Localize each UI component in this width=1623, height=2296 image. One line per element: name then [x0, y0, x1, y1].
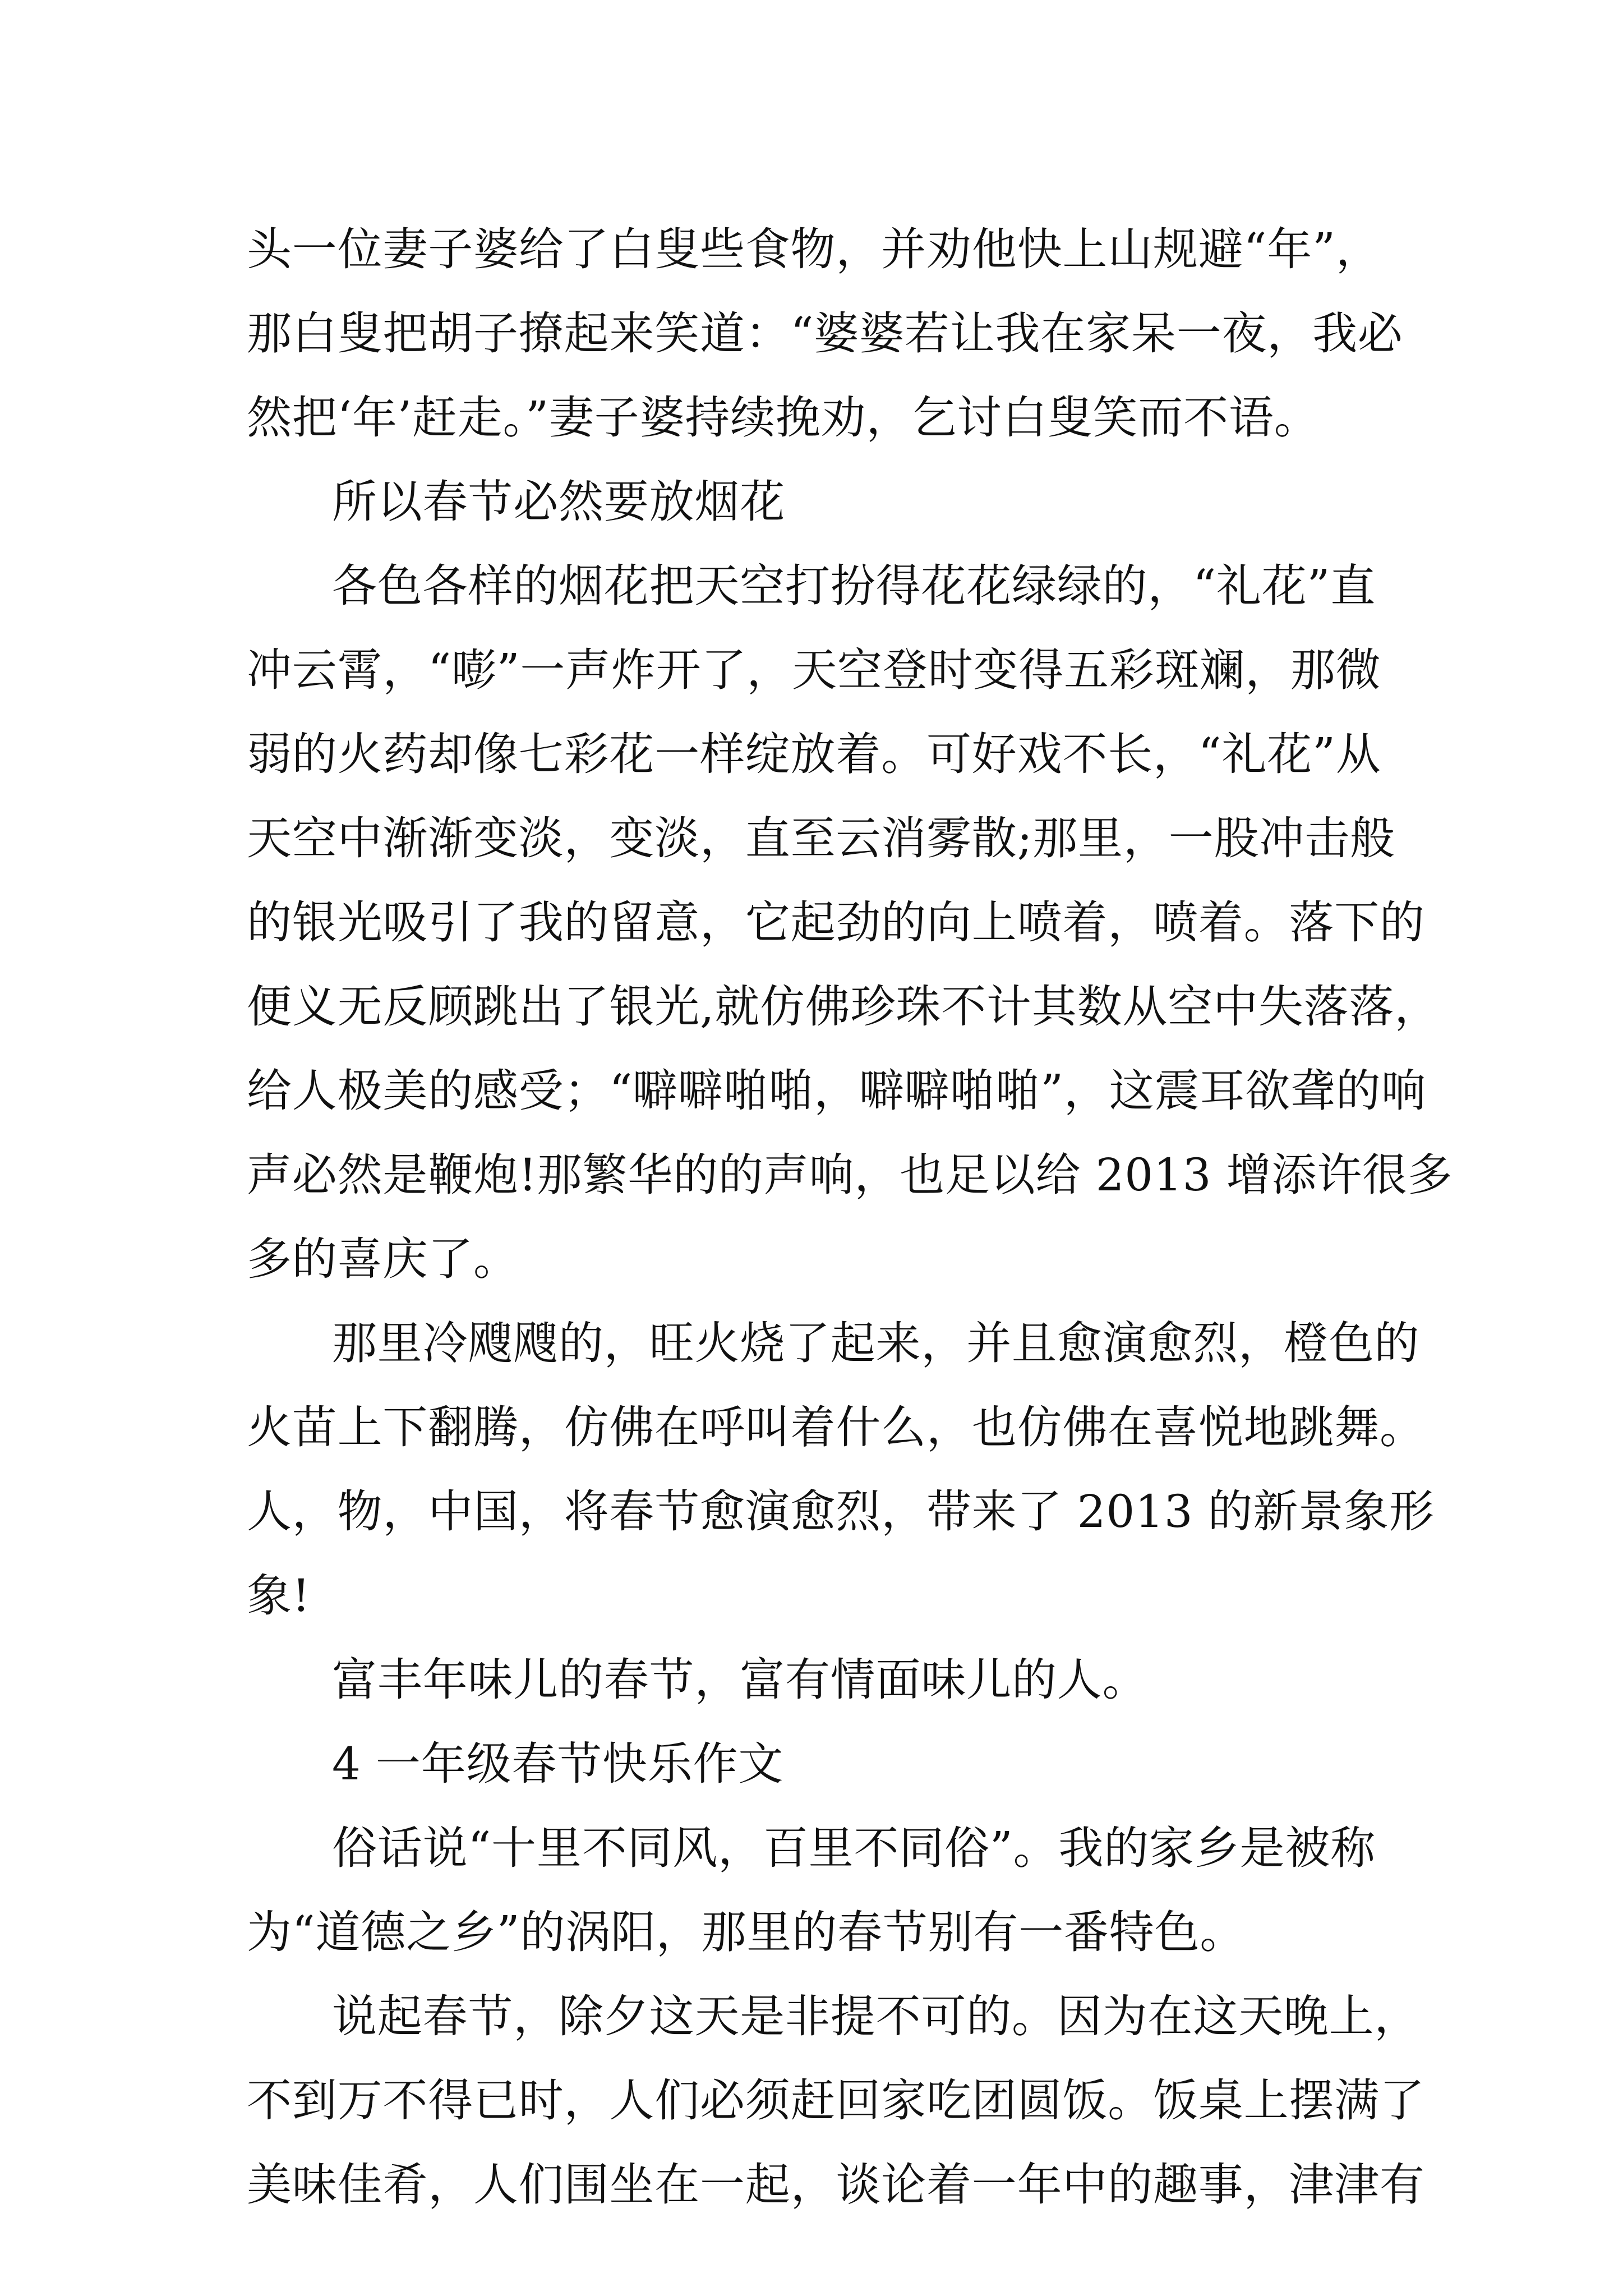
- text-line: 所以春节必然要放烟花: [332, 476, 785, 528]
- section-heading: 4 一年级春节快乐作文: [332, 1738, 784, 1790]
- text-line: 头一位妻子婆给了白叟些食物，并劝他快上山规避“年”，: [247, 223, 1381, 275]
- text-line: 声必然是鞭炮!那繁华的的声响，也足以给 2013 增添许很多: [247, 1149, 1453, 1201]
- text-line: 富丰年味儿的春节，富有情面味儿的人。: [332, 1654, 1148, 1706]
- text-line: 象!: [247, 1570, 311, 1622]
- text-line: 火苗上下翻腾，仿佛在呼叫着什么，也仿佛在喜悦地跳舞。: [247, 1401, 1425, 1453]
- text-line: 那白叟把胡子撩起来笑道：“婆婆若让我在家呆一夜，我必: [247, 307, 1403, 360]
- text-line: 人，物，中国，将春节愈演愈烈，带来了 2013 的新景象形: [247, 1485, 1435, 1538]
- text-line: 的银光吸引了我的留意，它起劲的向上喷着，喷着。落下的: [247, 896, 1425, 949]
- text-line: 弱的火药却像七彩花一样绽放着。可好戏不长，“礼花”从: [247, 728, 1381, 780]
- text-line: 说起春节，除夕这天是非提不可的。因为在这天晚上，: [332, 1990, 1420, 2042]
- text-line: 便义无反顾跳出了银光,就仿佛珍珠不计其数从空中失落落，: [247, 981, 1440, 1033]
- text-line: 给人极美的感受；“噼噼啪啪，噼噼啪啪”，这震耳欲聋的响: [247, 1065, 1427, 1117]
- text-line: 天空中渐渐变淡，变淡，直至云消雾散;那里，一股冲击般: [247, 812, 1395, 864]
- text-line: 那里冷飕飕的，旺火烧了起来，并且愈演愈烈，橙色的: [332, 1317, 1420, 1369]
- text-line: 不到万不得已时，人们必须赶回家吃团圆饭。饭桌上摆满了: [247, 2074, 1425, 2127]
- text-line: 多的喜庆了。: [247, 1233, 519, 1285]
- text-line: 为“道德之乡”的涡阳，那里的春节别有一番特色。: [247, 1906, 1246, 1958]
- text-line: 各色各样的烟花把天空打扮得花花绿绿的，“礼花”直: [332, 560, 1376, 612]
- text-line: 美味佳肴，人们围坐在一起，谈论着一年中的趣事，津津有: [247, 2159, 1425, 2211]
- document-body: [247, 208, 1453, 2227]
- text-line: 然把‘年’赶走。”妻子婆持续挽劝，乞讨白叟笑而不语。: [247, 392, 1320, 444]
- text-line: 俗话说“十里不同风，百里不同俗”。我的家乡是被称: [332, 1822, 1376, 1874]
- text-line: 冲云霄，“嘭”一声炸开了，天空登时变得五彩斑斓，那微: [247, 644, 1381, 696]
